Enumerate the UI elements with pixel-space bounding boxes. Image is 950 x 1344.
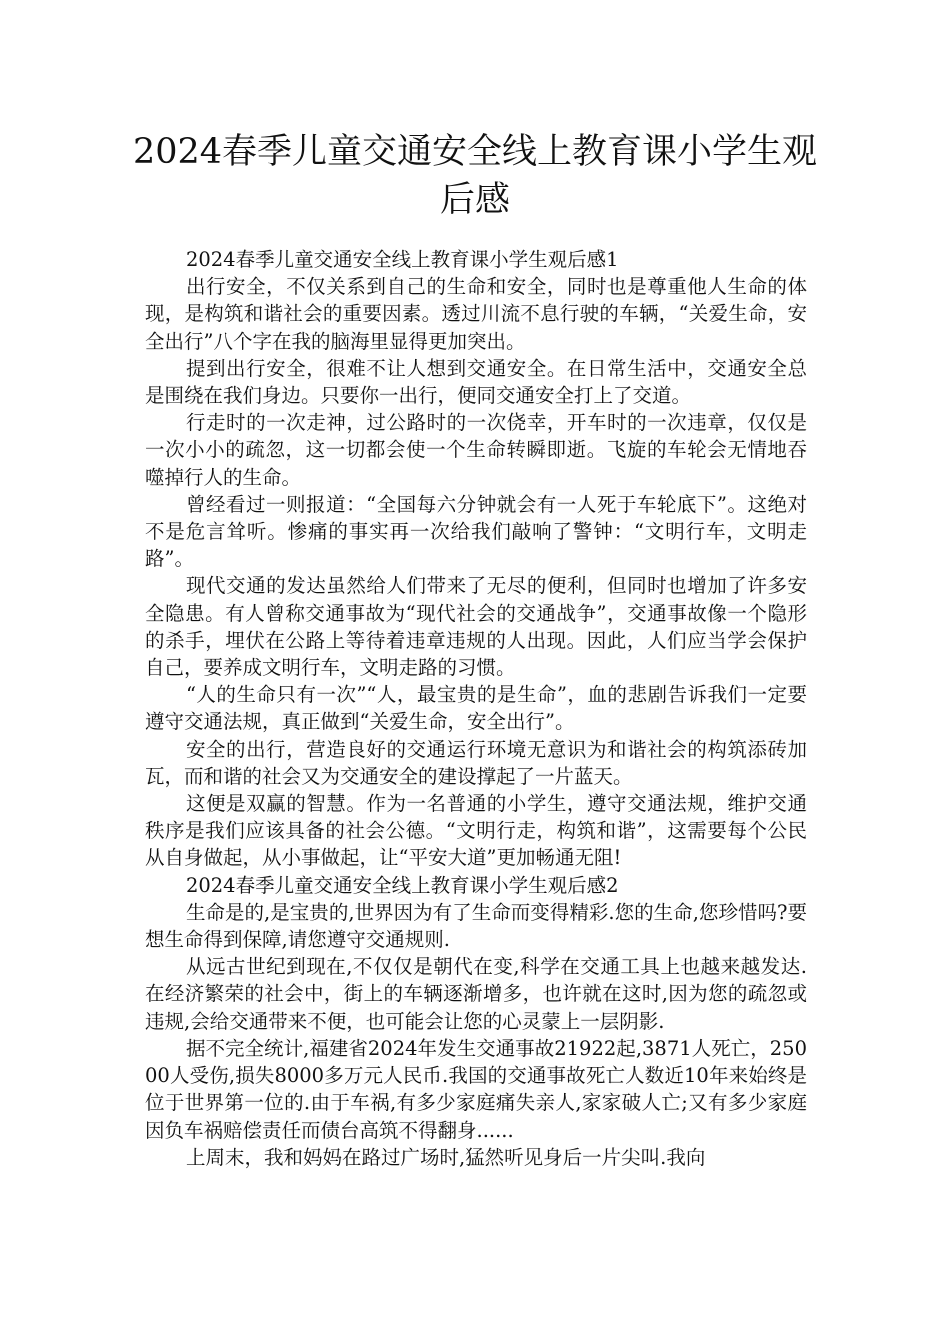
paragraph: 出行安全，不仅关系到自己的生命和安全，同时也是尊重他人生命的体现，是构筑和谐社会的重要因素。透过川流不息行驶的车辆，“关爱生命，安全出行”八个字在我的脑海里显得更加突出。 [145, 275, 807, 353]
paragraph: 生命是的,是宝贵的,世界因为有了生命而变得精彩.您的生命,您珍惜吗?要想生命得到保障,请您遵守交通规则. [145, 900, 807, 952]
document-body [145, 246, 807, 1171]
paragraph: 这便是双赢的智慧。作为一名普通的小学生，遵守交通法规，维护交通秩序是我们应该具备的社会公德。“文明行走，构筑和谐”，这需要每个公民从自身做起，从小事做起，让“平安大道”更加畅通无阻! [145, 792, 807, 870]
paragraph: 安全的出行，营造良好的交通运行环境无意识为和谐社会的构筑添砖加瓦，而和谐的社会又为交通安全的建设撑起了一片蓝天。 [145, 737, 807, 788]
paragraph: 曾经看过一则报道：“全国每六分钟就会有一人死于车轮底下”。这绝对不是危言耸听。惨痛的事实再一次给我们敲响了警钟：“文明行车，文明走路”。 [145, 492, 807, 571]
paragraph: 提到出行安全，很难不让人想到交通安全。在日常生活中，交通安全总是围绕在我们身边。只要你一出行，便同交通安全打上了交道。 [145, 356, 807, 408]
paragraph: “人的生命只有一次”“人，最宝贵的是生命”，血的悲剧告诉我们一定要遵守交通法规，真正做到“关爱生命，安全出行”。 [145, 683, 807, 734]
section-heading-1: 2024春季儿童交通安全线上教育课小学生观后感1 [185, 248, 619, 271]
paragraph: 据不完全统计,福建省2024年发生交通事故21922起,3871人死亡，25000人受伤,损失8000多万元人民币.我国的交通事故死亡人数近10年来始终是位于世界第一位的.由于车祸,有多少家庭痛失亲人,家家破人亡;又有多少家庭因负车祸赔偿责任而债台高筑不得翻身...... [145, 1036, 807, 1142]
section-heading-2: 2024春季儿童交通安全线上教育课小学生观后感2 [185, 873, 619, 897]
paragraph: 从远古世纪到现在,不仅仅是朝代在变,科学在交通工具上也越来越发达.在经济繁荣的社会中，街上的车辆逐渐增多，也许就在这时,因为您的疏忽或违规,会给交通带来不便，也可能会让您的心灵蒙上一层阴影. [145, 955, 807, 1033]
document-title: 2024春季儿童交通安全线上教育课小学生观后感 [132, 132, 818, 220]
paragraph: 上周末，我和妈妈在路过广场时,猛然听见身后一片尖叫.我向 [185, 1145, 706, 1169]
paragraph: 行走时的一次走神，过公路时的一次侥幸，开车时的一次违章，仅仅是一次小小的疏忽，这一切都会使一个生命转瞬即逝。飞旋的车轮会无情地吞噬掉行人的生命。 [145, 411, 807, 489]
paragraph: 现代交通的发达虽然给人们带来了无尽的便利，但同时也增加了许多安全隐患。有人曾称交通事故为“现代社会的交通战争”，交通事故像一个隐形的杀手，埋伏在公路上等待着违章违规的人出现。因此，人们应当学会保护自己，要养成文明行车，文明走路的习惯。 [145, 574, 807, 680]
